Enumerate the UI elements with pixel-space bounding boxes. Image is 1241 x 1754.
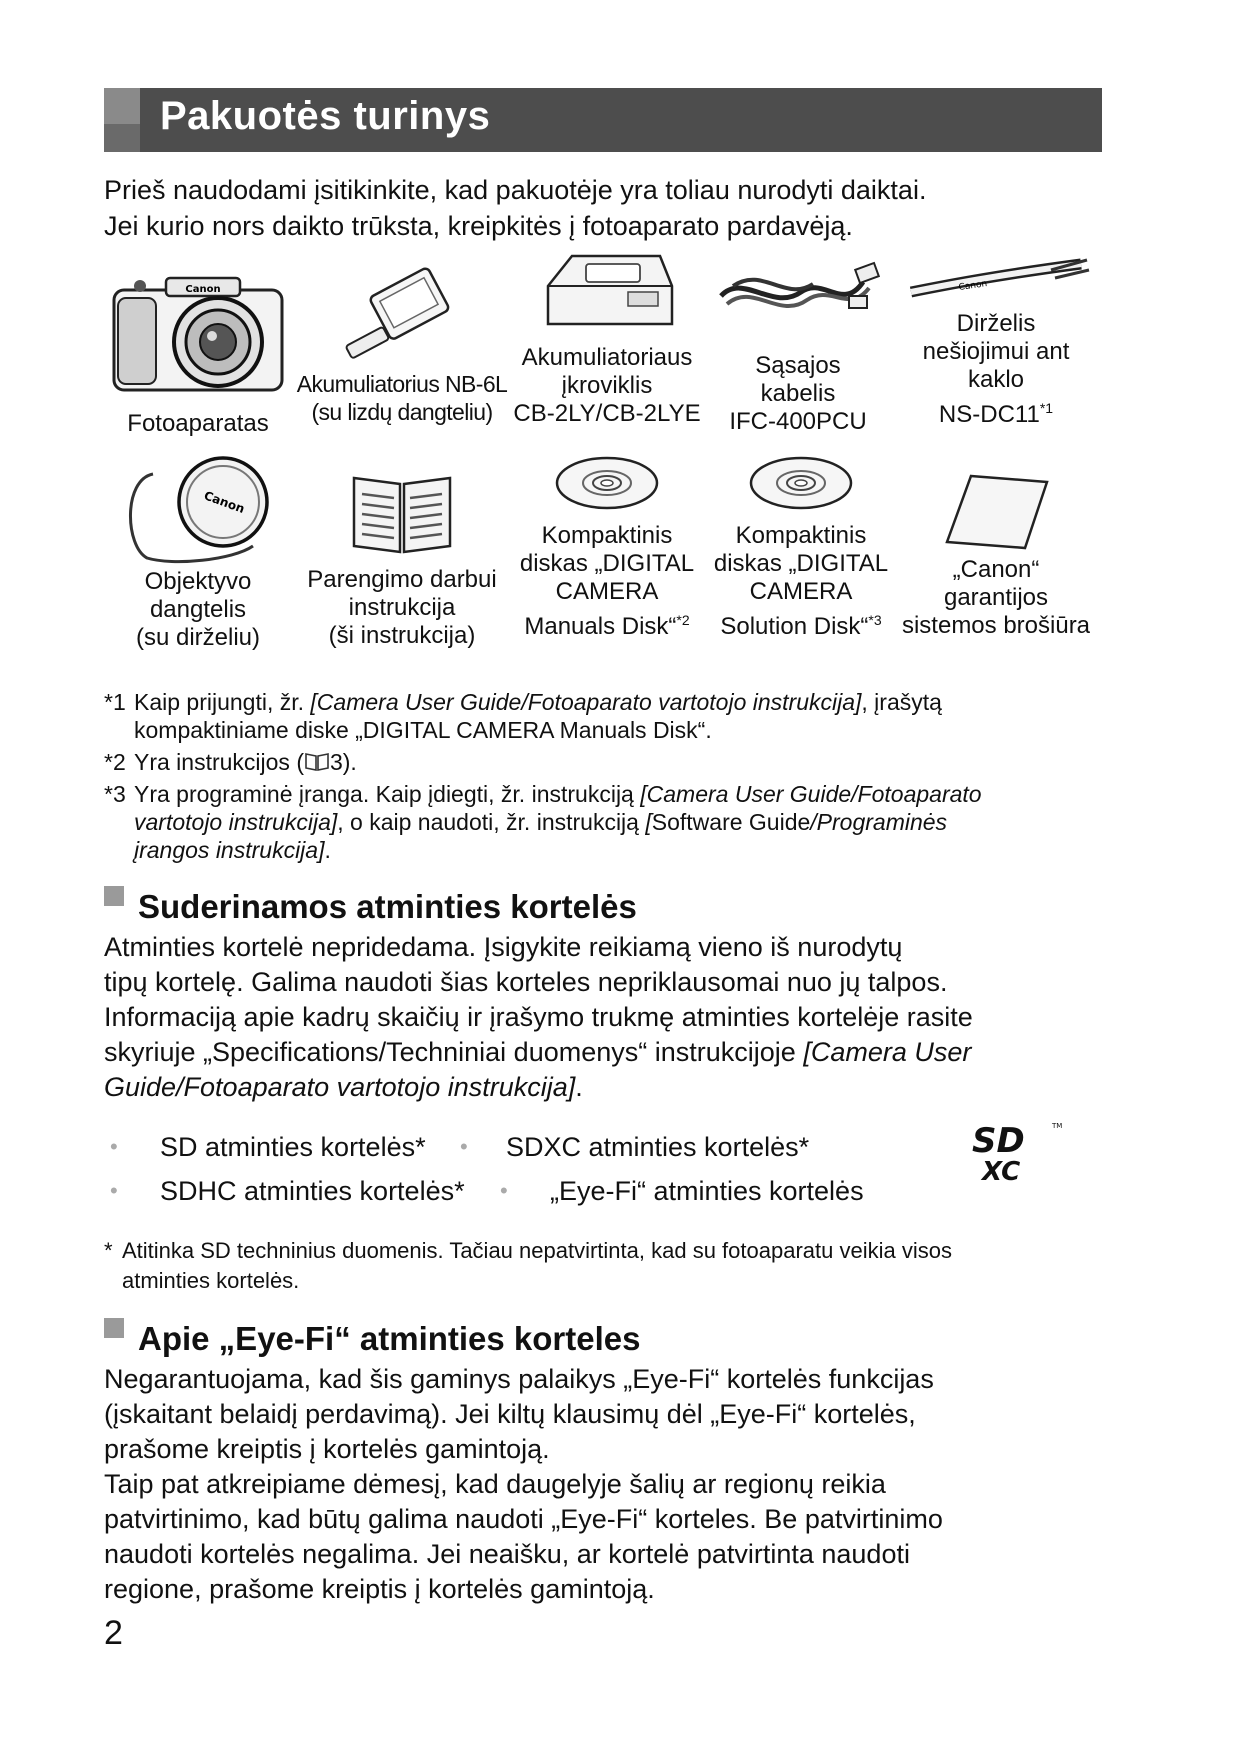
card-eye-fi: „Eye-Fi“ atminties kortelės [550,1176,864,1206]
card-footnote-mark: * [104,1238,113,1263]
banner-corner-lower [104,124,140,152]
cd1-caption-3: CAMERA [555,578,659,605]
cd2-caption-2: diskas „DIGITAL [713,550,889,577]
note-1-guide-ref: [Camera User Guide/Fotoaparato vartotojo instrukcija] [310,689,862,715]
item-charger [512,246,702,428]
card-types-list [104,1132,964,1220]
item-notes [104,688,1104,868]
sdxc-logo-sd: SD [972,1121,1025,1161]
cd1-note-mark: *2 [676,612,690,628]
strap-caption-3: kaklo [967,366,1025,393]
cd-manuals-illustration [552,454,662,512]
item-battery [296,264,508,426]
section-1-line-1: Atminties kortelė nepridedama. Įsigykite reikiamą vieno iš nurodytų [104,932,903,962]
warranty-booklet-illustration [941,472,1051,552]
strap-caption-1: Dirželis [956,310,1036,337]
bullet-icon: • [500,1178,508,1203]
card-row-2 [104,1176,964,1220]
charger-illustration [532,246,682,334]
cd1-caption-1: Kompaktinis [541,522,673,549]
note-1-text-a: Kaip prijungti, žr. [134,689,311,715]
section-2-paragraph [104,1362,1104,1607]
cd2-caption-1: Kompaktinis [735,522,867,549]
strap-illustration [901,256,1091,306]
bullet-icon: • [460,1134,468,1159]
item-lens-cap [104,450,292,652]
cd2-caption-4 [706,606,896,641]
guide-caption-1: Parengimo darbui [307,566,497,593]
item-neck-strap [896,256,1096,429]
camera-illustration [110,276,286,396]
cd2-note-mark: *3 [868,612,882,628]
lens-cap-caption-1: Objektyvo [144,568,252,595]
section-2-line-7: regione, prašome kreiptis į kortelės gamintoją. [104,1574,655,1604]
card-footnote [104,1236,1114,1296]
cd-solution-illustration [746,454,856,512]
bullet-icon: • [110,1178,118,1203]
note-3-guide-ref-a: [Camera User Guide/Fotoaparato [640,781,982,807]
intro-line-2: Jei kurio nors daikto trūksta, kreipkitės į fotoaparato pardavėją. [104,211,853,241]
card-sdhc: SDHC atminties kortelės* [160,1176,465,1206]
section-2-line-6: naudoti kortelės negalima. Jei neaišku, ar kortelė patvirtinta naudoti [104,1539,910,1569]
section-1-title: Suderinamos atminties kortelės [138,888,637,925]
card-footnote-line-2: atminties kortelės. [122,1268,300,1293]
strap-brand-text: Canon [958,279,988,293]
intro-line-1: Prieš naudodami įsitikinkite, kad pakuotėje yra toliau nurodyti daiktai. [104,175,927,205]
warranty-caption-2: garantijos [943,584,1049,611]
camera-brand-text: Canon [185,284,221,295]
section-2-line-2: (įskaitant belaidį perdavimą). Jei kiltų klausimų dėl „Eye-Fi“ kortelės, [104,1399,916,1429]
heading-square-icon [104,886,124,906]
camera-caption: Fotoaparatas [127,410,269,437]
item-cable [706,252,890,436]
section-2-line-4: Taip pat atkreipiame dėmesį, kad daugelyje šalių ar regionų reikia [104,1469,886,1499]
section-1-line-4 [104,1035,1104,1070]
cd2-name: Solution Disk“ [720,613,869,640]
note-1 [104,688,1104,744]
strap-caption-4 [896,394,1096,429]
note-3-period: . [324,837,331,863]
section-eye-fi-heading [104,1318,641,1358]
card-sd: SD atminties kortelės* [160,1132,426,1162]
note-1-mark: *1 [104,689,126,715]
item-solution-disk [706,454,896,641]
battery-caption-2: (su lizdų dangteliu) [311,399,493,425]
item-getting-started-guide [296,472,508,650]
note-3-mark: *3 [104,781,126,807]
warranty-caption-1: „Canon“ [952,556,1040,583]
title-banner [104,88,1102,152]
cd1-name: Manuals Disk“ [524,613,677,640]
page-title: Pakuotės turinys [160,94,491,138]
note-3-text-a: Yra programinė įranga. Kaip įdiegti, žr. instrukciją [134,781,641,807]
card-footnote-line-1: Atitinka SD techninius duomenis. Tačiau nepatvirtinta, kad su fotoaparatu veikia visos [122,1238,952,1263]
section-2-line-1: Negarantuojama, kad šis gaminys palaikys „Eye-Fi“ kortelės funkcijas [104,1364,934,1394]
strap-note-mark: *1 [1039,400,1054,416]
cable-illustration [713,252,883,328]
lens-cap-caption-2: dangtelis [149,596,247,623]
lens-cap-caption-3: (su dirželiu) [135,624,261,651]
section-1-paragraph [104,930,1104,1105]
cd2-caption-3: CAMERA [749,578,853,605]
item-warranty-booklet [896,472,1096,640]
page-number: 2 [104,1614,123,1652]
charger-caption-3: CB-2LY/CB-2LYE [513,400,701,427]
section-1-line-4-text: skyriuje „Specifications/Techniniai duomenys“ instrukcijoje [104,1037,804,1067]
note-3 [104,780,1104,864]
banner-corner [104,88,140,124]
guide-book-illustration [350,472,454,556]
warranty-caption-3: sistemos brošiūra [901,612,1091,639]
section-1-period: . [575,1072,583,1102]
charger-caption-2: įkroviklis [561,372,653,399]
section-1-line-3: Informaciją apie kadrų skaičių ir įrašymo trukmę atminties kortelėje rasite [104,1002,973,1032]
section-2-title: Apie „Eye-Fi“ atminties korteles [138,1320,641,1357]
bullet-icon: • [110,1134,118,1159]
section-1-guide-ref-a: [Camera User [803,1037,972,1067]
card-row-1 [104,1132,964,1176]
guide-caption-3: (ši instrukcija) [328,622,476,649]
sdxc-logo-tm: TM [1052,1122,1063,1130]
heading-square-icon [104,1318,124,1338]
note-1-text-d: kompaktiniame diske „DIGITAL CAMERA Manuals Disk“. [134,717,712,743]
note-2-text-b: 3). [329,749,357,775]
sdxc-logo-xc: XC [982,1157,1021,1184]
battery-illustration [337,264,467,364]
cd1-caption-4 [512,606,702,641]
section-2-line-5: patvirtinimo, kad būtų galima naudoti „Eye-Fi“ korteles. Be patvirtinimo [104,1504,943,1534]
note-3-guide-ref-b: vartotojo instrukcija] [134,809,338,835]
cable-caption-2: kabelis [760,380,836,407]
section-1-line-2: tipų kortelę. Galima naudoti šias korteles nepriklausomai nuo jų talpos. [104,967,948,997]
cable-caption-3: IFC-400PCU [729,408,867,435]
cable-caption-1: Sąsajos [755,352,841,379]
lens-cap-brand-text: Canon [202,488,247,517]
cd1-caption-2: diskas „DIGITAL [519,550,695,577]
section-compatible-cards-heading [104,886,637,926]
intro-text [104,172,926,244]
note-3-software-guide-lt: /Programinės [810,809,948,835]
lens-cap-illustration [113,450,283,566]
battery-caption-1: Akumuliatorius NB-6L [296,371,508,397]
item-manuals-disk [512,454,702,641]
note-3-text-d: , o kaip naudoti, žr. instrukciją [337,809,646,835]
sdxc-logo-icon [968,1118,1068,1184]
note-1-text-c: , įrašytą [861,689,942,715]
charger-caption-1: Akumuliatoriaus [521,344,693,371]
item-camera [104,276,292,438]
card-sdxc: SDXC atminties kortelės* [506,1132,810,1162]
note-3-software-guide-lt-2: įrangos instrukcija] [134,837,325,863]
note-2-mark: *2 [104,749,126,775]
note-2 [104,748,1104,776]
section-1-guide-ref-b: Guide/Fotoaparato vartotojo instrukcija] [104,1072,576,1102]
section-2-line-3: prašome kreiptis į kortelės gamintoją. [104,1434,550,1464]
strap-model: NS-DC11 [938,401,1040,428]
note-3-bracket: [ [645,809,652,835]
note-2-text-a: Yra instrukcijos ( [134,749,304,775]
note-3-software-guide: Software Guide [651,809,811,835]
guide-caption-2: instrukcija [348,594,456,621]
strap-caption-2: nešiojimui ant [922,338,1070,365]
book-reference-icon [304,752,330,772]
section-1-line-5 [104,1070,1104,1105]
